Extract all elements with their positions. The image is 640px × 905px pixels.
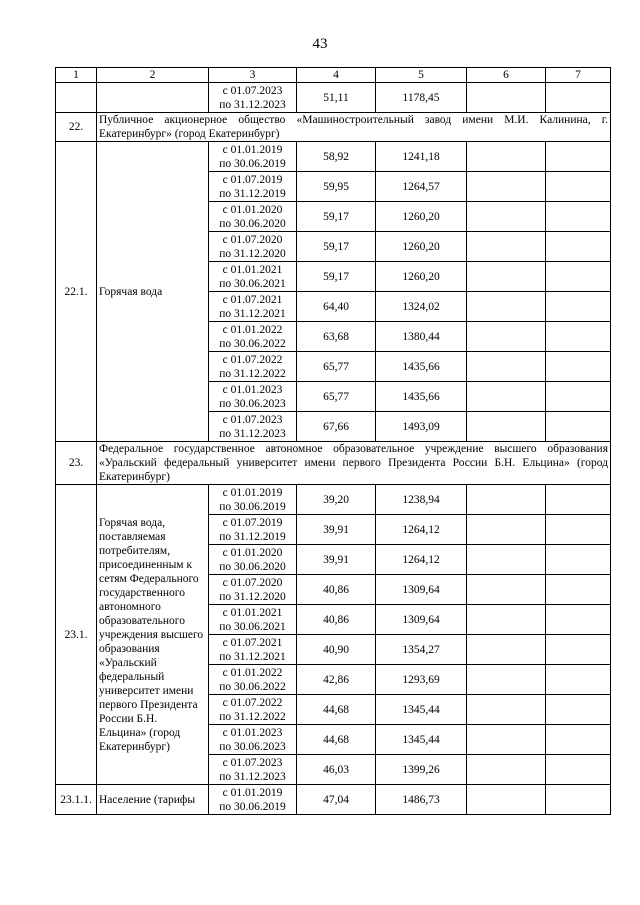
period-to: по 30.06.2020 [219, 560, 286, 573]
name-cell [97, 83, 209, 113]
rate-column-7 [546, 755, 611, 785]
rate-column-4: 42,86 [297, 665, 376, 695]
period-from: с 01.07.2022 [222, 353, 283, 366]
rate-column-7 [546, 605, 611, 635]
rate-column-6 [467, 725, 546, 755]
period-to: по 30.06.2019 [219, 157, 286, 170]
rate-column-6 [467, 232, 546, 262]
period-from: с 01.07.2020 [222, 233, 283, 246]
column-number-header: 5 [376, 68, 467, 83]
rate-column-4: 59,17 [297, 262, 376, 292]
item-number: 23.1.1. [56, 785, 97, 815]
rate-column-6 [467, 292, 546, 322]
rate-column-7 [546, 172, 611, 202]
rate-column-7 [546, 202, 611, 232]
period-from: с 01.01.2023 [222, 726, 283, 739]
period-from: с 01.01.2019 [222, 786, 283, 799]
period-to: по 31.12.2020 [219, 590, 286, 603]
period-to: по 31.12.2021 [219, 650, 286, 663]
column-number-header: 7 [546, 68, 611, 83]
period-to: по 31.12.2019 [219, 530, 286, 543]
period-from: с 01.07.2019 [222, 173, 283, 186]
rate-column-4: 40,86 [297, 605, 376, 635]
rate-column-4: 44,68 [297, 725, 376, 755]
period-to: по 30.06.2021 [219, 277, 286, 290]
period-cell [209, 545, 297, 575]
rate-column-7 [546, 695, 611, 725]
column-number-header: 6 [467, 68, 546, 83]
period-to: по 30.06.2019 [219, 500, 286, 513]
period-cell [209, 322, 297, 352]
rate-column-5: 1435,66 [376, 352, 467, 382]
period-cell [209, 515, 297, 545]
period-from: с 01.01.2022 [222, 323, 283, 336]
table-row [56, 142, 611, 172]
period-to: по 30.06.2022 [219, 680, 286, 693]
rate-column-5: 1493,09 [376, 412, 467, 442]
period-from: с 01.07.2023 [222, 413, 283, 426]
rate-column-4: 40,90 [297, 635, 376, 665]
rate-column-5: 1324,02 [376, 292, 467, 322]
rate-column-5: 1380,44 [376, 322, 467, 352]
item-name: Горячая вода, поставляемая потребителям, присоединенным к сетям Федерального государственного автономного образовательного учреждения высшего образования «Уральский федеральный университет имени первого Президента России Б.Н. Ельцина» (город Екатеринбург) [97, 485, 209, 785]
rate-column-5: 1399,26 [376, 755, 467, 785]
rate-column-7 [546, 515, 611, 545]
period-to: по 30.06.2023 [219, 397, 286, 410]
rate-column-6 [467, 605, 546, 635]
rate-column-4: 58,92 [297, 142, 376, 172]
rate-column-4: 67,66 [297, 412, 376, 442]
rate-column-5: 1354,27 [376, 635, 467, 665]
period-cell [209, 232, 297, 262]
period-cell [209, 292, 297, 322]
item-name: Горячая вода [97, 142, 209, 442]
rate-column-6 [467, 785, 546, 815]
period-cell [209, 785, 297, 815]
rate-column-5: 1241,18 [376, 142, 467, 172]
column-number-header: 3 [209, 68, 297, 83]
rate-column-7 [546, 485, 611, 515]
period-to: по 30.06.2019 [219, 800, 286, 813]
organization-number: 23. [56, 442, 97, 485]
period-cell [209, 755, 297, 785]
period-cell [209, 83, 297, 113]
period-from: с 01.07.2022 [222, 696, 283, 709]
column-number-header: 2 [97, 68, 209, 83]
period-cell [209, 635, 297, 665]
organization-name: Публичное акционерное общество «Машиностроительный завод имени М.И. Калинина, г. Екатеринбург» (город Екатеринбург) [97, 113, 611, 142]
rate-column-7 [546, 352, 611, 382]
period-from: с 01.01.2019 [222, 143, 283, 156]
rate-column-5: 1293,69 [376, 665, 467, 695]
rate-column-5: 1309,64 [376, 575, 467, 605]
rate-column-5: 1260,20 [376, 262, 467, 292]
period-to: по 31.12.2019 [219, 187, 286, 200]
rate-column-6 [467, 322, 546, 352]
rate-column-4: 39,91 [297, 545, 376, 575]
organization-row [56, 442, 611, 485]
rate-column-5: 1345,44 [376, 695, 467, 725]
rate-column-5: 1264,12 [376, 545, 467, 575]
column-number-header-row [56, 68, 611, 83]
period-to: по 31.12.2023 [219, 770, 286, 783]
rate-column-4: 59,17 [297, 202, 376, 232]
rate-column-5: 1435,66 [376, 382, 467, 412]
period-to: по 30.06.2023 [219, 740, 286, 753]
period-from: с 01.07.2023 [222, 84, 283, 97]
rate-column-7 [546, 665, 611, 695]
rate-column-7 [546, 292, 611, 322]
rate-column-7 [546, 635, 611, 665]
rate-column-7 [546, 322, 611, 352]
period-from: с 01.01.2020 [222, 546, 283, 559]
rate-column-5: 1264,12 [376, 515, 467, 545]
rate-column-7 [546, 382, 611, 412]
period-cell [209, 352, 297, 382]
rate-column-4: 39,91 [297, 515, 376, 545]
period-to: по 30.06.2022 [219, 337, 286, 350]
period-to: по 31.12.2023 [219, 98, 286, 111]
period-cell [209, 485, 297, 515]
period-to: по 31.12.2023 [219, 427, 286, 440]
period-from: с 01.07.2021 [222, 636, 283, 649]
rate-column-7 [546, 232, 611, 262]
period-to: по 31.12.2022 [219, 367, 286, 380]
period-cell [209, 172, 297, 202]
period-from: с 01.07.2023 [222, 756, 283, 769]
organization-row [56, 113, 611, 142]
rate-column-5: 1345,44 [376, 725, 467, 755]
rate-column-6 [467, 695, 546, 725]
rate-column-4: 39,20 [297, 485, 376, 515]
rate-column-4: 51,11 [297, 83, 376, 113]
rate-column-6 [467, 635, 546, 665]
rate-column-7 [546, 575, 611, 605]
period-to: по 31.12.2021 [219, 307, 286, 320]
column-number-header: 1 [56, 68, 97, 83]
rate-column-6 [467, 142, 546, 172]
rate-column-6 [467, 575, 546, 605]
tariff-table [55, 67, 611, 815]
table-row [56, 485, 611, 515]
period-cell [209, 695, 297, 725]
period-from: с 01.01.2021 [222, 606, 283, 619]
rate-column-5: 1264,57 [376, 172, 467, 202]
period-cell [209, 142, 297, 172]
period-to: по 31.12.2020 [219, 247, 286, 260]
period-from: с 01.01.2021 [222, 263, 283, 276]
rate-column-6 [467, 262, 546, 292]
rate-column-4: 46,03 [297, 755, 376, 785]
rate-column-5: 1260,20 [376, 202, 467, 232]
rate-column-6 [467, 545, 546, 575]
rate-column-6 [467, 755, 546, 785]
rate-column-6 [467, 412, 546, 442]
rate-column-6 [467, 352, 546, 382]
rate-column-4: 59,95 [297, 172, 376, 202]
rate-column-7 [546, 142, 611, 172]
rate-column-6 [467, 202, 546, 232]
rate-column-6 [467, 172, 546, 202]
rate-column-7 [546, 725, 611, 755]
rate-column-6 [467, 485, 546, 515]
rate-column-4: 63,68 [297, 322, 376, 352]
number-cell [56, 83, 97, 113]
period-from: с 01.01.2023 [222, 383, 283, 396]
page-number: 43 [312, 36, 328, 52]
rate-column-6 [467, 515, 546, 545]
period-cell [209, 382, 297, 412]
period-from: с 01.07.2019 [222, 516, 283, 529]
rate-column-4: 44,68 [297, 695, 376, 725]
rate-column-6 [467, 382, 546, 412]
period-from: с 01.07.2021 [222, 293, 283, 306]
rate-column-5: 1178,45 [376, 83, 467, 113]
period-cell [209, 575, 297, 605]
rate-column-4: 64,40 [297, 292, 376, 322]
rate-column-5: 1260,20 [376, 232, 467, 262]
column-number-header: 4 [297, 68, 376, 83]
rate-column-7 [546, 262, 611, 292]
item-name: Население (тарифы [97, 785, 209, 815]
rate-column-4: 59,17 [297, 232, 376, 262]
rate-column-7 [546, 785, 611, 815]
rate-column-5: 1486,73 [376, 785, 467, 815]
period-cell [209, 605, 297, 635]
period-cell [209, 202, 297, 232]
table-row [56, 785, 611, 815]
period-from: с 01.01.2019 [222, 486, 283, 499]
period-cell [209, 412, 297, 442]
period-cell [209, 665, 297, 695]
period-from: с 01.01.2020 [222, 203, 283, 216]
period-cell [209, 262, 297, 292]
period-from: с 01.01.2022 [222, 666, 283, 679]
rate-column-5: 1238,94 [376, 485, 467, 515]
rate-column-5: 1309,64 [376, 605, 467, 635]
rate-column-4: 65,77 [297, 352, 376, 382]
rate-column-6 [467, 665, 546, 695]
period-to: по 30.06.2020 [219, 217, 286, 230]
period-to: по 30.06.2021 [219, 620, 286, 633]
period-from: с 01.07.2020 [222, 576, 283, 589]
table-row [56, 83, 611, 113]
rate-column-7 [546, 412, 611, 442]
rate-column-4: 47,04 [297, 785, 376, 815]
item-number: 22.1. [56, 142, 97, 442]
rate-column-4: 65,77 [297, 382, 376, 412]
item-number: 23.1. [56, 485, 97, 785]
organization-number: 22. [56, 113, 97, 142]
rate-column-4: 40,86 [297, 575, 376, 605]
rate-column-7 [546, 83, 611, 113]
rate-column-7 [546, 545, 611, 575]
organization-name: Федеральное государственное автономное образовательное учреждение высшего образования «Уральский федеральный университет имени первого Президента России Б.Н. Ельцина» (город Екатеринбург) [97, 442, 611, 485]
period-cell [209, 725, 297, 755]
rate-column-6 [467, 83, 546, 113]
period-to: по 31.12.2022 [219, 710, 286, 723]
